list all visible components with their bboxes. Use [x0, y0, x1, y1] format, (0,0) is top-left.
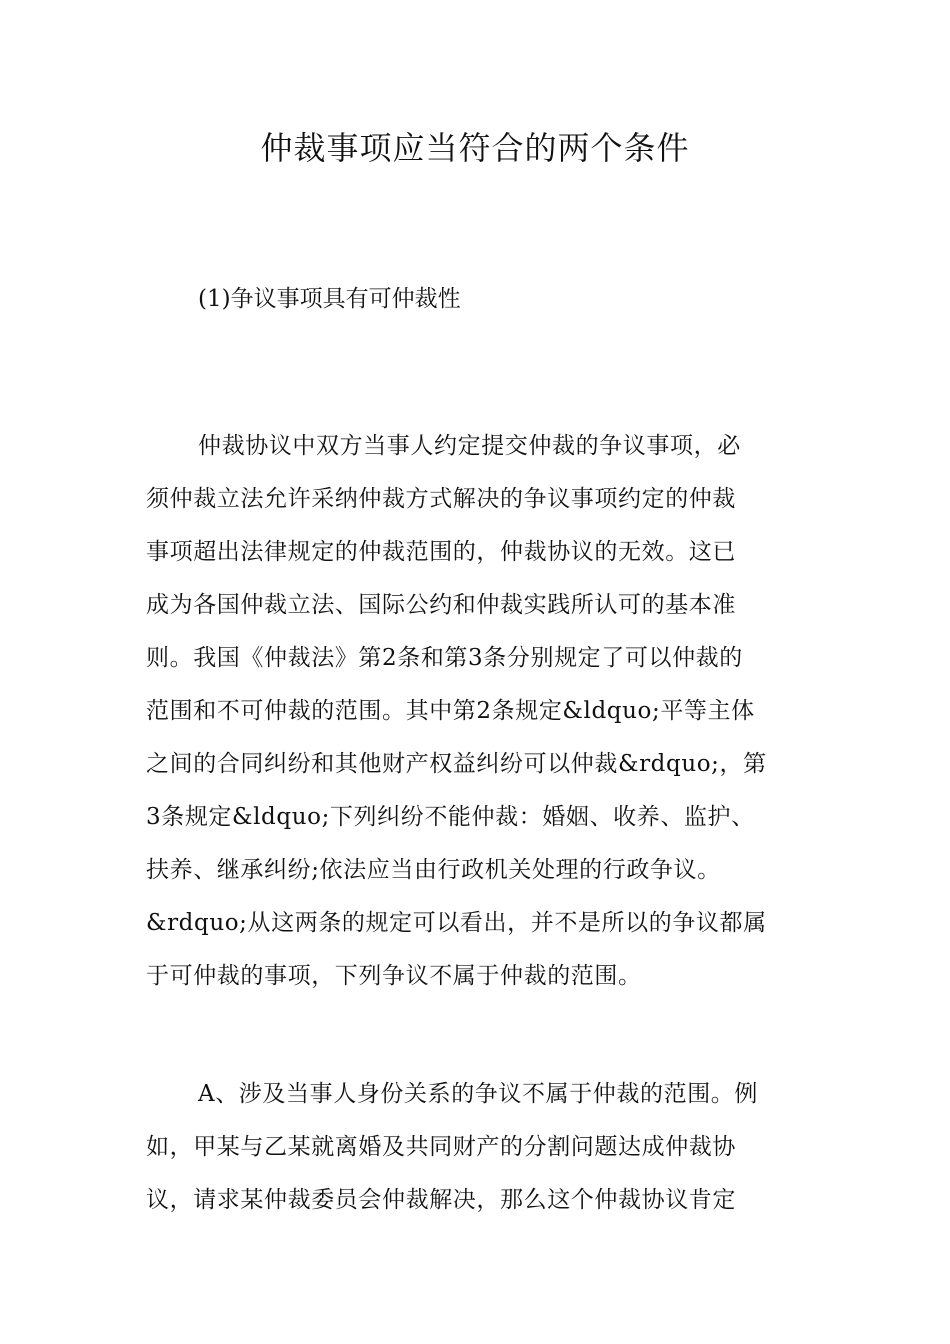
paragraph-line: A、涉及当事人身份关系的争议不属于仲裁的范围。例 — [198, 1081, 759, 1107]
paragraph-line: 仲裁协议中双方当事人约定提交仲裁的争议事项，必 — [198, 433, 741, 459]
paragraph-line: 议，请求某仲裁委员会仲裁解决，那么这个仲裁协议肯定 — [146, 1187, 736, 1213]
paragraph-line: 于可仲裁的事项，下列争议不属于仲裁的范围。 — [146, 963, 642, 989]
paragraph-line: 须仲裁立法允许采纳仲裁方式解决的争议事项约定的仲裁 — [146, 486, 736, 512]
paragraph-line: &rdquo;从这两条的规定可以看出，并不是所以的争议都属 — [146, 910, 767, 936]
paragraph-identity-disputes — [146, 1068, 836, 1227]
paragraph-line: 范围和不可仲裁的范围。其中第2条规定&ldquo;平等主体 — [146, 698, 755, 724]
paragraph-line: 如，甲某与乙某就离婚及共同财产的分割问题达成仲裁协 — [146, 1134, 736, 1160]
paragraph-line: 成为各国仲裁立法、国际公约和仲裁实践所认可的基本准 — [146, 592, 736, 618]
paragraph-line: 扶养、继承纠纷;依法应当由行政机关处理的行政争议。 — [146, 857, 721, 883]
section-heading: (1)争议事项具有可仲裁性 — [198, 286, 461, 312]
paragraph-arbitrability — [146, 420, 836, 1003]
paragraph-line: 则。我国《仲裁法》第2条和第3条分别规定了可以仲裁的 — [146, 645, 743, 671]
paragraph-line: 事项超出法律规定的仲裁范围的，仲裁协议的无效。这已 — [146, 539, 736, 565]
paragraph-line: 3条规定&ldquo;下列纠纷不能仲裁：婚姻、收养、监护、 — [146, 804, 755, 830]
document-title: 仲裁事项应当符合的两个条件 — [260, 129, 690, 167]
paragraph-line: 之间的合同纠纷和其他财产权益纠纷可以仲裁&rdquo;，第 — [146, 751, 767, 777]
